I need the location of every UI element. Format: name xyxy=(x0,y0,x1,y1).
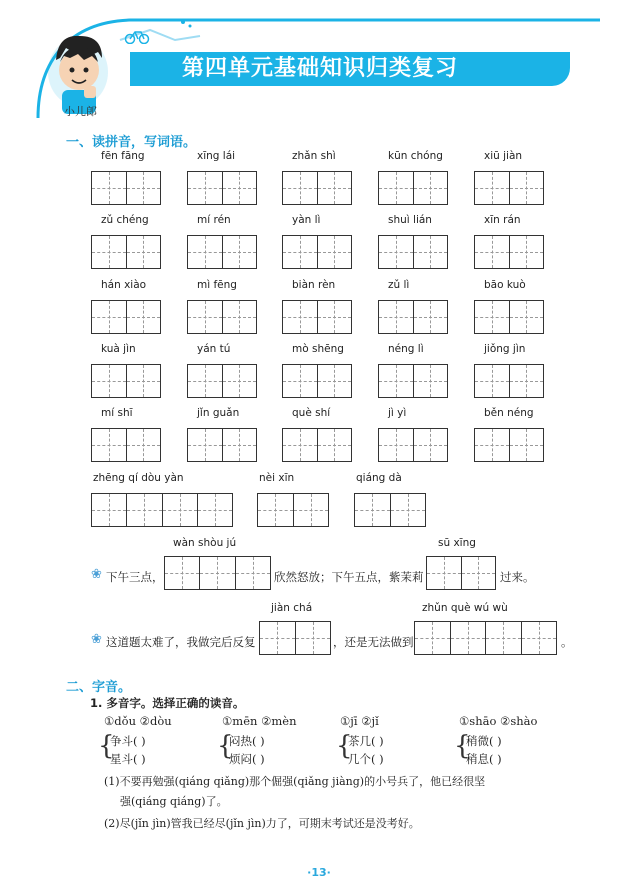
sentence1-part1: 下午三点， xyxy=(106,570,164,584)
pinyin-label: kuà jìn xyxy=(101,343,136,355)
pinyin-label: xiū jiàn xyxy=(484,150,523,162)
sentence1-part3: 过来。 xyxy=(500,570,535,584)
answer-grid[interactable] xyxy=(257,493,329,527)
pinyin-label: zhǎn shì xyxy=(292,150,336,162)
pinyin-label: mò shēng xyxy=(292,343,344,355)
brace: { xyxy=(98,731,115,761)
page-title: 第四单元基础知识归类复习 xyxy=(181,56,458,81)
sentence2-part2: ，还是无法做到 xyxy=(333,635,414,649)
sentence-line-2: 强(qiáng qiáng)了。 xyxy=(120,795,228,808)
section2-title: 二、字音。 xyxy=(66,680,132,695)
sentence1-pinyin-b: sū xīng xyxy=(438,537,476,549)
answer-grid[interactable] xyxy=(474,300,544,334)
pinyin-label: mí shī xyxy=(101,407,133,419)
answer-grid[interactable] xyxy=(187,364,257,398)
brace: { xyxy=(336,731,353,761)
pair2-b[interactable]: 烦闷( ) xyxy=(229,752,265,766)
pinyin-label: zhēng qí dòu yàn xyxy=(93,472,184,484)
answer-grid[interactable] xyxy=(378,428,448,462)
question1-title: 1. 多音字。选择正确的读音。 xyxy=(90,696,245,710)
pair3-b[interactable]: 几个( ) xyxy=(348,752,384,766)
sentence-line-1: (1)不要再勉强(qiáng qiǎng)那个倔强(qiǎng jiàng)的小号兵了，他已经很坚 xyxy=(104,775,486,788)
pinyin-label: jì yì xyxy=(388,407,407,419)
pinyin-label: jǐn guǎn xyxy=(197,407,240,419)
answer-grid[interactable] xyxy=(282,364,352,398)
answer-grid[interactable] xyxy=(378,364,448,398)
answer-grid[interactable] xyxy=(91,364,161,398)
answer-grid[interactable] xyxy=(187,235,257,269)
option-group-1: ①dǒu ②dòu xyxy=(104,714,172,728)
bicycle-icon xyxy=(124,28,150,44)
pinyin-label: kūn chóng xyxy=(388,150,443,162)
pinyin-label: shuì lián xyxy=(388,214,432,226)
answer-grid[interactable] xyxy=(187,428,257,462)
sentence1-answer-grid-2[interactable] xyxy=(426,556,496,590)
sentence1-answer-grid-1[interactable] xyxy=(164,556,271,590)
sentence1-pinyin-a: wàn shòu jú xyxy=(173,537,237,549)
answer-grid[interactable] xyxy=(474,235,544,269)
answer-grid[interactable] xyxy=(378,235,448,269)
pinyin-label: néng lì xyxy=(388,343,424,355)
answer-grid[interactable] xyxy=(378,300,448,334)
sentence2-part1: 这道题太难了，我做完后反复 xyxy=(106,635,256,649)
pinyin-label: mì fēng xyxy=(197,279,237,291)
pinyin-label: zǔ lì xyxy=(388,279,410,291)
pinyin-label: yàn lì xyxy=(292,214,321,226)
sentence1-part2: 欣然怒放；下午五点，紫茉莉 xyxy=(274,570,424,584)
pinyin-label: běn néng xyxy=(484,407,534,419)
pair4-a[interactable]: 稍微( ) xyxy=(466,734,502,748)
answer-grid[interactable] xyxy=(91,235,161,269)
answer-grid[interactable] xyxy=(91,428,161,462)
pinyin-label: xīng lái xyxy=(197,150,236,162)
pinyin-label: fēn fāng xyxy=(101,150,145,162)
section1-title: 一、读拼音，写词语。 xyxy=(66,135,197,150)
answer-grid[interactable] xyxy=(91,300,161,334)
pinyin-label: yán tú xyxy=(197,343,231,355)
answer-grid[interactable] xyxy=(474,364,544,398)
answer-grid[interactable] xyxy=(282,235,352,269)
option-group-2: ①mēn ②mèn xyxy=(222,714,297,728)
answer-grid[interactable] xyxy=(187,300,257,334)
option-group-3: ①jī ②jǐ xyxy=(340,714,379,728)
brace: { xyxy=(217,731,234,761)
answer-grid[interactable] xyxy=(378,171,448,205)
pinyin-label: xīn rán xyxy=(484,214,521,226)
sentence2-answer-grid-2[interactable] xyxy=(414,621,557,655)
avatar-label: 小儿郎 xyxy=(64,105,97,118)
pinyin-label: mí rén xyxy=(197,214,231,226)
answer-grid[interactable] xyxy=(282,171,352,205)
sentence2-part3: 。 xyxy=(561,635,573,649)
pinyin-label: zǔ chéng xyxy=(101,214,149,226)
pinyin-label: jiǒng jìn xyxy=(484,343,526,355)
flower-bullet-icon: ❀ xyxy=(91,567,102,582)
pinyin-label: nèi xīn xyxy=(259,472,295,484)
sentence-line-3: (2)尽(jǐn jìn)管我已经尽(jǐn jìn)力了，可期末考试还是没考好。 xyxy=(104,817,420,830)
answer-grid[interactable] xyxy=(91,171,161,205)
pair1-b[interactable]: 星斗( ) xyxy=(110,752,146,766)
answer-grid[interactable] xyxy=(354,493,426,527)
option-group-4: ①shāo ②shào xyxy=(459,714,538,728)
flower-bullet-icon: ❀ xyxy=(91,632,102,647)
brace: { xyxy=(454,731,471,761)
sentence2-answer-grid-1[interactable] xyxy=(259,621,331,655)
pair4-b[interactable]: 稍息( ) xyxy=(466,752,502,766)
answer-grid[interactable] xyxy=(282,428,352,462)
answer-grid[interactable] xyxy=(282,300,352,334)
pair2-a[interactable]: 闷热( ) xyxy=(229,734,265,748)
sentence2-pinyin-a: jiàn chá xyxy=(271,602,313,614)
answer-grid[interactable] xyxy=(187,171,257,205)
pinyin-label: qiáng dà xyxy=(356,472,402,484)
pair3-a[interactable]: 茶几( ) xyxy=(348,734,384,748)
pinyin-label: què shí xyxy=(292,407,331,419)
pinyin-label: bāo kuò xyxy=(484,279,526,291)
pair1-a[interactable]: 争斗( ) xyxy=(110,734,146,748)
answer-grid[interactable] xyxy=(91,493,233,527)
answer-grid[interactable] xyxy=(474,171,544,205)
pinyin-label: hán xiào xyxy=(101,279,147,291)
page-number: ·13· xyxy=(307,866,331,879)
sentence2-pinyin-b: zhǔn què wú wù xyxy=(422,602,508,614)
pinyin-label: biàn rèn xyxy=(292,279,336,291)
answer-grid[interactable] xyxy=(474,428,544,462)
